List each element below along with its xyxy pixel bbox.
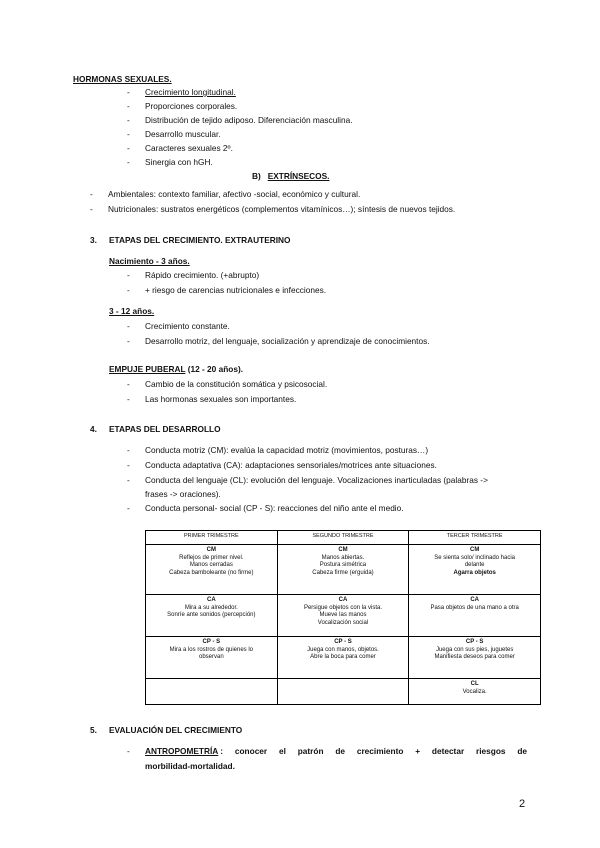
nacimiento-title: Nacimiento - 3 años.: [109, 256, 190, 266]
table-cell: CM Se sienta solo/ inclinado hacia delante Agarra objetos: [409, 545, 541, 595]
list-item: - Nutricionales: sustratos energéticos (complementos vitamínicos…); síntesis de nuevos tejidos.: [90, 204, 456, 214]
table-cell: CA Persigue objetos con la vista. Mueve las manos Vocalización social: [277, 595, 409, 637]
list-item: - Distribución de tejido adiposo. Diferenciación masculina.: [127, 115, 353, 125]
table-header-row: [146, 531, 541, 545]
table-header: SEGUNDO TRIMESTRE: [277, 531, 409, 545]
table-row: [146, 637, 541, 679]
tres-doce-title: 3 - 12 años.: [109, 306, 155, 316]
antropometria-line: [145, 747, 527, 757]
list-item: - Conducta del lenguaje (CL): evolución del lenguaje. Vocalizaciones inarticuladas (palabras ->: [127, 475, 488, 485]
list-item: - Crecimiento longitudinal.: [127, 87, 236, 97]
list-item: - Las hormonas sexuales son importantes.: [127, 394, 297, 404]
table-row: [146, 679, 541, 705]
table-cell: CA Pasa objetos de una mano a otra: [409, 595, 541, 637]
table-cell: [146, 679, 278, 705]
table-cell: CL Vocaliza.: [409, 679, 541, 705]
table-cell: [277, 679, 409, 705]
list-item-continued: frases -> oraciones).: [145, 489, 221, 499]
list-item: - Conducta personal- social (CP - S): reacciones del niño ante el medio.: [127, 503, 404, 513]
list-item: - + riesgo de carencias nutricionales e infecciones.: [127, 285, 327, 295]
antropometria-text: : conocer el patrón de crecimiento + detectar riesgos de: [220, 746, 527, 756]
list-dash: -: [127, 746, 130, 756]
section-4-number: 4.: [90, 424, 97, 434]
table-row: [146, 545, 541, 595]
page-number: 2: [519, 798, 526, 810]
section-4-title: ETAPAS DEL DESARROLLO: [109, 424, 221, 434]
table-header: PRIMER TRIMESTRE: [146, 531, 278, 545]
section-5-number: 5.: [90, 725, 97, 735]
list-item: - Ambientales: contexto familiar, afectivo -social, económico y cultural.: [90, 189, 361, 199]
list-item: - Sinergia con hGH.: [127, 157, 213, 167]
trimestres-table: [145, 530, 541, 705]
section-5-title: EVALUACIÓN DEL CRECIMIENTO: [109, 725, 243, 735]
table-cell: CA Mira a su alrededor. Sonríe ante sonidos (percepción): [146, 595, 278, 637]
section-3-number: 3.: [90, 235, 97, 245]
section-3-title: ETAPAS DEL CRECIMIENTO. EXTRAUTERINO: [109, 235, 291, 245]
list-item: - Conducta motriz (CM): evalúa la capacidad motriz (movimientos, posturas…): [127, 445, 429, 455]
table-header: TERCER TRIMESTRE: [409, 531, 541, 545]
list-item: - Caracteres sexuales 2º.: [127, 143, 233, 153]
list-item: - Proporciones corporales.: [127, 101, 238, 111]
extrinsecos-heading: B) EXTRÍNSECOS.: [252, 171, 330, 181]
puberal-title: EMPUJE PUBERAL (12 - 20 años).: [109, 364, 244, 374]
list-item: - Desarrollo muscular.: [127, 129, 221, 139]
table-row: [146, 595, 541, 637]
table-cell: CP - S Mira a los rostros de quienes lo observan: [146, 637, 278, 679]
table-cell: CP - S Juega con sus pies, juguetes Manifiesta deseos para comer: [409, 637, 541, 679]
antropometria-continued: morbilidad-mortalidad.: [145, 761, 235, 771]
antropometria-label: ANTROPOMETRÍA: [145, 746, 219, 756]
list-item: - Conducta adaptativa (CA): adaptaciones sensoriales/motrices ante situaciones.: [127, 460, 437, 470]
hormonas-title: HORMONAS SEXUALES.: [73, 74, 172, 84]
table-cell: CM Reflejos de primer nivel. Manos cerradas Cabeza bamboleante (no firme): [146, 545, 278, 595]
list-item: - Rápido crecimiento. (+abrupto): [127, 270, 260, 280]
list-item: - Cambio de la constitución somática y psicosocial.: [127, 379, 328, 389]
list-item: - Crecimiento constante.: [127, 321, 230, 331]
list-item: - Desarrollo motriz, del lenguaje, socialización y aprendizaje de conocimientos.: [127, 336, 430, 346]
table-cell: CM Manos abiertas. Postura simétrica Cabeza firme (erguida): [277, 545, 409, 595]
table-cell: CP - S Juega con manos, objetos. Abre la boca para comer: [277, 637, 409, 679]
